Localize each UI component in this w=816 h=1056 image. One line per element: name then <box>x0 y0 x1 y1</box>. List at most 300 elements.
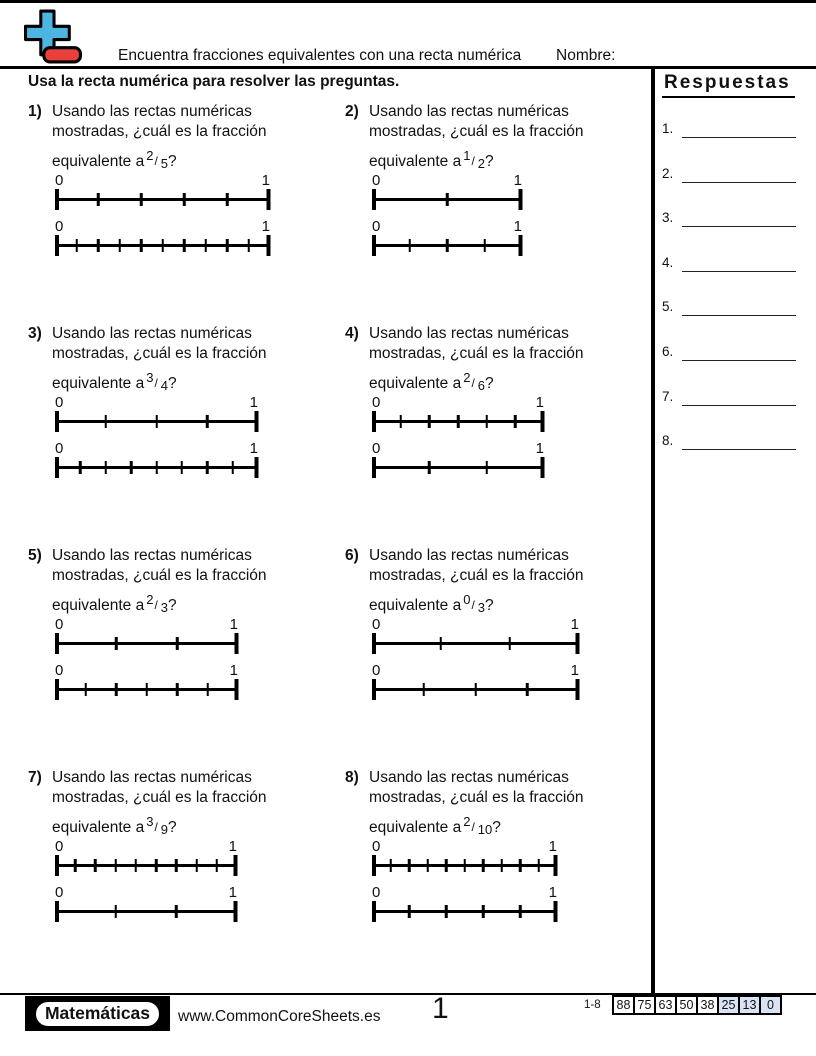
subject-badge <box>25 996 170 1031</box>
numberline-track <box>372 411 544 432</box>
numberline-tick <box>55 457 59 478</box>
numberline-tick <box>183 193 186 206</box>
fraction-slash: / <box>154 154 158 168</box>
numberline-tick <box>408 905 411 918</box>
numberline-end-label: 1 <box>228 838 237 855</box>
numberline-start-label: 0 <box>55 838 64 855</box>
plus-minus-icon <box>22 8 84 66</box>
numberline-tick <box>155 859 158 872</box>
answer-row <box>662 207 810 227</box>
numberline-track <box>372 855 557 876</box>
fraction-denominator: 3 <box>477 600 486 615</box>
numberline-end-label: 1 <box>535 394 544 411</box>
answer-number: 2. <box>662 165 674 181</box>
numberline-tick <box>372 633 376 654</box>
numberline-tick <box>440 637 443 650</box>
numberline-track <box>372 189 522 210</box>
numberline-tick <box>234 855 238 876</box>
score-table <box>612 995 782 1015</box>
numberline-tick <box>175 905 178 918</box>
numberline-tick <box>231 461 234 474</box>
numberline-tick <box>130 461 133 474</box>
instruction-text: Usa la recta numérica para resolver las preguntas. <box>28 73 400 90</box>
numberline-start-label: 0 <box>372 838 381 855</box>
answer-row <box>662 341 810 361</box>
fraction-slash: / <box>471 820 475 834</box>
fraction-numerator: 3 <box>146 370 154 385</box>
question-text-line2: mostradas, ¿cuál es la fracción <box>52 344 267 362</box>
answer-number: 3. <box>662 210 674 226</box>
answers-list <box>662 118 810 450</box>
numberline-start-label: 0 <box>55 662 64 679</box>
numberline-tick <box>204 239 207 252</box>
numberline-tick <box>181 461 184 474</box>
numberline-labels <box>372 883 557 900</box>
fraction-slash: / <box>471 598 475 612</box>
numberline-end-label: 1 <box>229 662 238 679</box>
numberline-start-label: 0 <box>372 440 381 457</box>
fraction-slash: / <box>471 154 475 168</box>
problem-1 <box>28 102 333 256</box>
numberline-labels <box>55 615 238 632</box>
numberline-tick <box>445 859 448 872</box>
numberline-end-label: 1 <box>548 884 557 901</box>
number-line <box>372 661 579 700</box>
page-title: Encuentra fracciones equivalentes con una recta numérica <box>118 47 522 64</box>
answer-number: 6. <box>662 343 674 359</box>
problem-body <box>52 546 267 700</box>
numberline-tick <box>161 239 164 252</box>
numberline-tick <box>105 461 108 474</box>
answers-panel <box>662 72 810 450</box>
question-text-line1: Usando las rectas numéricas <box>52 769 252 786</box>
numberline-tick <box>195 859 198 872</box>
numberline-start-label: 0 <box>55 394 64 411</box>
numberline-tick <box>446 239 449 252</box>
numberline-start-label: 0 <box>372 394 381 411</box>
fraction-denominator: 10 <box>477 822 493 837</box>
numberline-tick <box>485 415 488 428</box>
number-line <box>55 837 237 876</box>
problem-body <box>52 324 267 478</box>
score-cell: 75 <box>633 995 656 1015</box>
numberline-tick <box>482 905 485 918</box>
score-cell: 50 <box>675 995 698 1015</box>
question-text-line3: equivalente a $^2$/ $_5$? <box>52 148 177 171</box>
numberline-end-label: 1 <box>535 440 544 457</box>
number-line <box>55 615 238 654</box>
fraction-numerator: 2 <box>463 370 471 385</box>
score-cell: 38 <box>696 995 719 1015</box>
numberline-tick <box>55 235 59 256</box>
numberline-tick <box>483 239 486 252</box>
answers-title: Respuestas <box>662 72 795 98</box>
numberline-tick <box>155 461 158 474</box>
numberline-end-label: 1 <box>228 884 237 901</box>
answer-row <box>662 252 810 272</box>
answer-blank-6[interactable] <box>682 343 796 361</box>
number-line <box>372 217 522 256</box>
numberline-tick <box>74 859 77 872</box>
question-text-line1: Usando las rectas numéricas <box>369 325 569 342</box>
numberline-track <box>55 411 258 432</box>
answer-number: 7. <box>662 388 674 404</box>
numberline-end-label: 1 <box>570 662 579 679</box>
numberline-track <box>55 457 258 478</box>
numberline-tick <box>183 239 186 252</box>
problem-5 <box>28 546 333 700</box>
numberline-tick <box>428 415 431 428</box>
fraction-slash: / <box>154 820 158 834</box>
numberline-labels <box>372 661 579 678</box>
number-line <box>55 171 270 210</box>
question-text-line2: mostradas, ¿cuál es la fracción <box>369 788 584 806</box>
numberline-tick <box>423 683 426 696</box>
numberline-labels <box>55 837 237 854</box>
fraction-denominator: 2 <box>477 156 486 171</box>
numberline-tick <box>55 411 59 432</box>
answer-row <box>662 163 810 183</box>
numberline-tick <box>485 461 488 474</box>
numberline-labels <box>372 171 522 188</box>
numberline-tick <box>175 859 178 872</box>
numberline-labels <box>55 393 258 410</box>
question-text-line2: mostradas, ¿cuál es la fracción <box>52 788 267 806</box>
numberline-tick <box>255 411 259 432</box>
number-line <box>372 393 544 432</box>
problem-number: 2) <box>345 103 359 120</box>
numberline-tick <box>372 235 376 256</box>
numberline-tick <box>145 683 148 696</box>
numberline-tick <box>372 457 376 478</box>
question-text-line2: mostradas, ¿cuál es la fracción <box>369 122 584 140</box>
numberline-tick <box>554 855 558 876</box>
numberline-tick <box>399 415 402 428</box>
answer-row <box>662 430 810 450</box>
commoncoresheets-logo <box>22 8 84 71</box>
question-text-line3: equivalente a $^2$/ $_3$? <box>52 592 177 615</box>
problem-body <box>52 768 267 922</box>
question-text-line3: equivalente a $^2$/ $_6$? <box>369 370 494 393</box>
question-text-line3: equivalente a $^2$/ $_{10}$? <box>369 814 501 837</box>
numberline-tick <box>519 905 522 918</box>
numberline-tick <box>446 193 449 206</box>
numberline-tick <box>216 859 219 872</box>
numberline-start-label: 0 <box>55 172 64 189</box>
numberline-tick <box>114 859 117 872</box>
numberline-labels <box>372 837 557 854</box>
question-mark: ? <box>168 819 177 836</box>
numberline-labels <box>55 439 258 456</box>
numberline-tick <box>372 411 376 432</box>
question-text-line2: mostradas, ¿cuál es la fracción <box>369 566 584 584</box>
problem-body <box>369 768 584 922</box>
numberline-labels <box>55 661 238 678</box>
numberline-labels <box>55 217 270 234</box>
numberline-start-label: 0 <box>372 616 381 633</box>
numberline-start-label: 0 <box>372 218 381 235</box>
numberline-track <box>55 189 270 210</box>
numberline-tick <box>115 683 118 696</box>
numberline-end-label: 1 <box>513 218 522 235</box>
numberline-tick <box>55 855 59 876</box>
numberline-tick <box>206 461 209 474</box>
question-text-line3: equivalente a $^3$/ $_9$? <box>52 814 177 837</box>
answer-row <box>662 386 810 406</box>
fraction-denominator: 3 <box>160 600 169 615</box>
numberline-tick <box>105 415 108 428</box>
numberline-start-label: 0 <box>372 172 381 189</box>
logo-minus-shape <box>44 48 81 62</box>
numberline-tick <box>408 239 411 252</box>
numberline-tick <box>114 905 117 918</box>
fraction-slash: / <box>471 376 475 390</box>
numberline-tick <box>267 235 271 256</box>
number-line <box>55 883 237 922</box>
numberline-start-label: 0 <box>55 218 64 235</box>
question-mark: ? <box>492 819 501 836</box>
header-divider <box>0 66 816 69</box>
numberline-tick <box>457 415 460 428</box>
problem-number: 1) <box>28 103 42 120</box>
numberline-labels <box>55 883 237 900</box>
numberline-tick <box>97 239 100 252</box>
problem-3 <box>28 324 333 478</box>
question-text-line1: Usando las rectas numéricas <box>369 547 569 564</box>
numberline-tick <box>541 457 545 478</box>
fraction-numerator: 3 <box>146 814 154 829</box>
numberline-tick <box>372 901 376 922</box>
question-mark: ? <box>168 375 177 392</box>
numberline-tick <box>55 901 59 922</box>
question-mark: ? <box>485 597 494 614</box>
numberline-tick <box>255 457 259 478</box>
question-text-line2: mostradas, ¿cuál es la fracción <box>52 566 267 584</box>
problem-6 <box>345 546 650 700</box>
score-cell: 63 <box>654 995 677 1015</box>
numberline-tick <box>140 193 143 206</box>
question-text-line2: mostradas, ¿cuál es la fracción <box>369 344 584 362</box>
numberline-labels <box>372 615 579 632</box>
question-text-line1: Usando las rectas numéricas <box>369 103 569 120</box>
answer-blank-1[interactable] <box>682 120 796 138</box>
numberline-tick <box>576 633 580 654</box>
numberline-tick <box>500 859 503 872</box>
numberline-tick <box>79 461 82 474</box>
numberline-end-label: 1 <box>261 218 270 235</box>
fraction-numerator: 2 <box>146 592 154 607</box>
numberline-tick <box>155 415 158 428</box>
numberline-track <box>55 633 238 654</box>
numberline-tick <box>55 633 59 654</box>
fraction-denominator: 6 <box>477 378 486 393</box>
score-cell-highlighted: 25 <box>717 995 740 1015</box>
numberline-track <box>372 901 557 922</box>
numberline-tick <box>226 193 229 206</box>
numberline-labels <box>372 393 544 410</box>
subject-badge-label: Matemáticas <box>34 1000 161 1028</box>
numberline-tick <box>118 239 121 252</box>
numberline-tick <box>519 859 522 872</box>
numberline-tick <box>226 239 229 252</box>
score-cell-highlighted: 13 <box>738 995 761 1015</box>
question-text-line1: Usando las rectas numéricas <box>52 325 252 342</box>
numberline-tick <box>445 905 448 918</box>
score-range-label: 1-8 <box>584 999 601 1011</box>
numberline-tick <box>408 859 411 872</box>
numberline-end-label: 1 <box>548 838 557 855</box>
score-cell-highlighted: 0 <box>759 995 782 1015</box>
fraction-denominator: 9 <box>160 822 169 837</box>
fraction-numerator: 2 <box>146 148 154 163</box>
fraction-denominator: 5 <box>160 156 169 171</box>
numberline-tick <box>541 411 545 432</box>
numberline-tick <box>235 679 239 700</box>
answer-blank-3[interactable] <box>682 209 796 227</box>
number-line <box>55 661 238 700</box>
question-text-line1: Usando las rectas numéricas <box>52 103 252 120</box>
question-text-line3: equivalente a $^1$/ $_2$? <box>369 148 494 171</box>
numberline-tick <box>135 859 138 872</box>
question-mark: ? <box>485 375 494 392</box>
numberline-tick <box>463 859 466 872</box>
page-top-border <box>0 0 816 3</box>
numberline-tick <box>140 239 143 252</box>
numberline-track <box>372 235 522 256</box>
problem-body <box>52 102 270 256</box>
numberline-start-label: 0 <box>55 440 64 457</box>
numberline-tick <box>247 239 250 252</box>
numberline-tick <box>55 679 59 700</box>
page-number: 1 <box>432 992 449 1025</box>
question-mark: ? <box>168 153 177 170</box>
numberline-tick <box>115 637 118 650</box>
numberline-track <box>55 235 270 256</box>
numberline-end-label: 1 <box>249 440 258 457</box>
numberline-labels <box>372 439 544 456</box>
answer-row <box>662 296 810 316</box>
numberline-tick <box>537 859 540 872</box>
answer-blank-4[interactable] <box>682 254 796 272</box>
numberline-start-label: 0 <box>372 884 381 901</box>
numberline-tick <box>372 855 376 876</box>
numberline-tick <box>267 189 271 210</box>
number-line <box>372 883 557 922</box>
numberline-track <box>372 457 544 478</box>
numberline-track <box>372 633 579 654</box>
numberline-end-label: 1 <box>249 394 258 411</box>
answer-number: 4. <box>662 254 674 270</box>
question-mark: ? <box>168 597 177 614</box>
problem-number: 5) <box>28 547 42 564</box>
numberline-end-label: 1 <box>570 616 579 633</box>
numberline-end-label: 1 <box>513 172 522 189</box>
numberline-tick <box>206 683 209 696</box>
name-label: Nombre: <box>556 47 616 64</box>
answer-number: 1. <box>662 121 674 136</box>
problem-2 <box>345 102 650 256</box>
number-line <box>372 837 557 876</box>
numberline-tick <box>94 859 97 872</box>
fraction-slash: / <box>154 598 158 612</box>
problem-body <box>369 324 584 478</box>
answer-number: 8. <box>662 433 674 449</box>
problem-number: 4) <box>345 325 359 342</box>
website-url: www.CommonCoreSheets.es <box>178 1008 381 1025</box>
numberline-tick <box>426 859 429 872</box>
problem-number: 6) <box>345 547 359 564</box>
numberline-track <box>55 679 238 700</box>
answer-row <box>662 118 810 138</box>
question-text-line3: equivalente a $^0$/ $_3$? <box>369 592 494 615</box>
numberline-tick <box>509 637 512 650</box>
numberline-tick <box>519 235 523 256</box>
number-line <box>372 171 522 210</box>
fraction-numerator: 0 <box>463 592 471 607</box>
problem-number: 7) <box>28 769 42 786</box>
numberline-start-label: 0 <box>55 884 64 901</box>
number-line <box>55 393 258 432</box>
numberline-start-label: 0 <box>372 662 381 679</box>
numberline-track <box>372 679 579 700</box>
numberline-tick <box>97 193 100 206</box>
problem-7 <box>28 768 333 922</box>
numberline-tick <box>474 683 477 696</box>
number-line <box>372 439 544 478</box>
problem-number: 8) <box>345 769 359 786</box>
answer-blank-5[interactable] <box>682 298 796 316</box>
numberline-end-label: 1 <box>229 616 238 633</box>
answer-blank-2[interactable] <box>682 165 796 183</box>
numberline-labels <box>55 171 270 188</box>
numberline-tick <box>519 189 523 210</box>
question-text-line3: equivalente a $^3$/ $_4$? <box>52 370 177 393</box>
numberline-tick <box>235 633 239 654</box>
problem-body <box>369 546 584 700</box>
numberline-tick <box>514 415 517 428</box>
numberline-tick <box>176 637 179 650</box>
numberline-track <box>55 855 237 876</box>
numberline-tick <box>176 683 179 696</box>
question-text-line1: Usando las rectas numéricas <box>369 769 569 786</box>
answer-number: 5. <box>662 299 674 315</box>
fraction-denominator: 4 <box>160 378 169 393</box>
numberline-tick <box>526 683 529 696</box>
question-text-line2: mostradas, ¿cuál es la fracción <box>52 122 267 140</box>
score-cell: 88 <box>612 995 635 1015</box>
fraction-numerator: 1 <box>463 148 471 163</box>
number-line <box>372 615 579 654</box>
numberline-tick <box>206 415 209 428</box>
fraction-slash: / <box>154 376 158 390</box>
numberline-end-label: 1 <box>261 172 270 189</box>
numberline-track <box>55 901 237 922</box>
numberline-tick <box>428 461 431 474</box>
problem-4 <box>345 324 650 478</box>
problem-number: 3) <box>28 325 42 342</box>
answer-blank-7[interactable] <box>682 388 796 406</box>
question-text-line1: Usando las rectas numéricas <box>52 547 252 564</box>
answer-blank-8[interactable] <box>682 432 796 450</box>
numberline-tick <box>482 859 485 872</box>
numberline-tick <box>372 679 376 700</box>
numberline-tick <box>55 189 59 210</box>
fraction-numerator: 2 <box>463 814 471 829</box>
numberline-labels <box>372 217 522 234</box>
problem-8 <box>345 768 650 922</box>
numberline-tick <box>554 901 558 922</box>
number-line <box>55 439 258 478</box>
